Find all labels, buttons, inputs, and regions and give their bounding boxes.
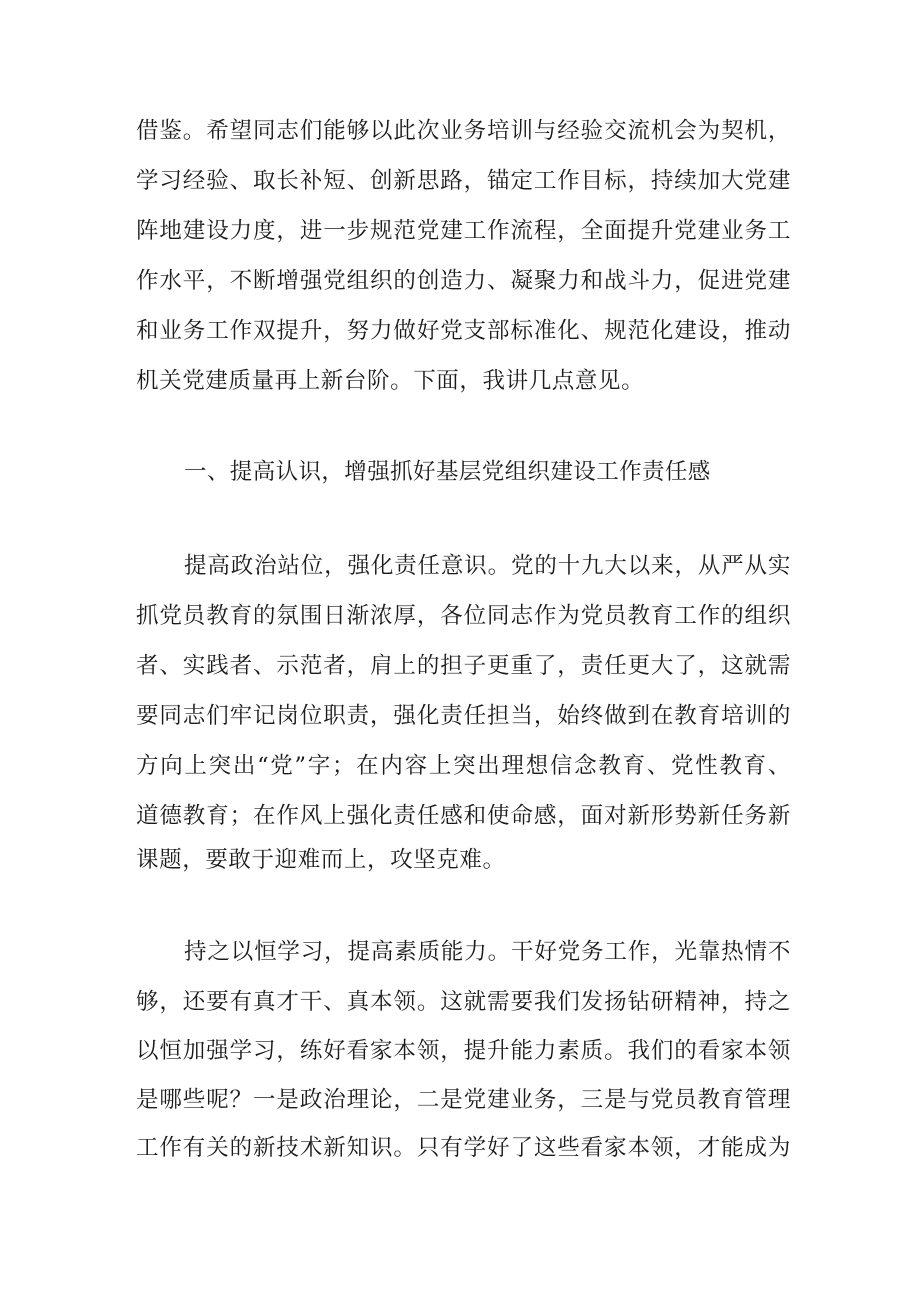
paragraph-line: 够，还要有真才干、真本领。这就需要我们发扬钻研精神，持之 — [136, 989, 791, 1015]
paragraph-line: 方向上突出“党”字；在内容上突出理想信念教育、党性教育、 — [136, 753, 791, 779]
paragraph-line: 提高政治站位，强化责任意识。党的十九大以来，从严从实 — [184, 553, 791, 579]
paragraph-line: 道德教育；在作风上强化责任感和使命感，面对新形势新任务新 — [136, 803, 791, 829]
paragraph-line: 者、实践者、示范者，肩上的担子更重了，责任更大了，这就需 — [136, 653, 791, 679]
paragraph-line: 以恒加强学习，练好看家本领，提升能力素质。我们的看家本领 — [136, 1038, 791, 1064]
paragraph-line: 持之以恒学习，提高素质能力。干好党务工作，光靠热情不 — [184, 939, 791, 965]
paragraph-line: 作水平，不断增强党组织的创造力、凝聚力和战斗力，促进党建 — [136, 268, 791, 294]
paragraph-line: 课题，要敢于迎难而上，攻坚克难。 — [136, 847, 506, 873]
paragraph-line: 学习经验、取长补短、创新思路，锚定工作目标，持续加大党建 — [136, 168, 791, 194]
paragraph-line: 抓党员教育的氛围日渐浓厚，各位同志作为党员教育工作的组织 — [136, 603, 791, 629]
paragraph-line: 要同志们牢记岗位职责，强化责任担当，始终做到在教育培训的 — [136, 703, 791, 729]
paragraph-line: 借鉴。希望同志们能够以此次业务培训与经验交流机会为契机， — [136, 118, 791, 144]
section-heading: 一、提高认识，增强抓好基层党组织建设工作责任感 — [184, 459, 711, 485]
paragraph-line: 阵地建设力度，进一步规范党建工作流程，全面提升党建业务工 — [136, 218, 791, 244]
paragraph-line: 工作有关的新技术新知识。只有学好了这些看家本领，才能成为 — [136, 1135, 791, 1161]
paragraph-line: 和业务工作双提升，努力做好党支部标准化、规范化建设，推动 — [136, 318, 791, 344]
paragraph-line: 机关党建质量再上新台阶。下面，我讲几点意见。 — [136, 368, 645, 394]
paragraph-line: 是哪些呢？一是政治理论，二是党建业务，三是与党员教育管理 — [136, 1087, 791, 1113]
